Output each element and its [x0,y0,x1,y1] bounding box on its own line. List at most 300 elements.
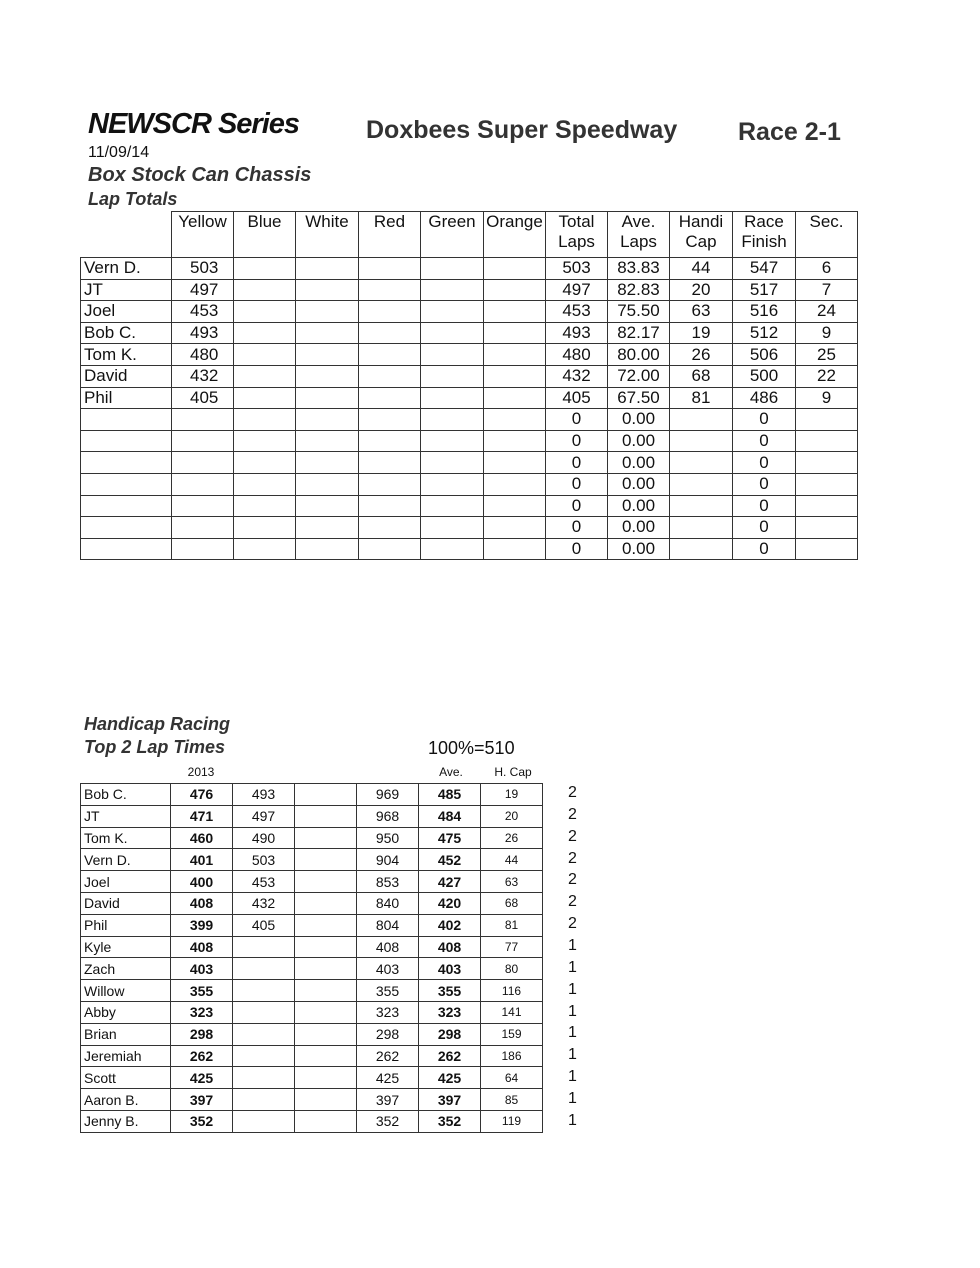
handicap-lap2-cell [233,1067,295,1089]
lap-total-cell [670,409,733,431]
handicap-lap2-cell: 503 [233,849,295,871]
lap-total-cell [172,452,234,474]
driver-name-cell: JT [81,279,172,301]
lap-total-cell: 0 [733,538,796,560]
handicap-ave-cell: 485 [419,784,481,806]
driver-name-cell: Tom K. [81,344,172,366]
lap-total-cell: 453 [546,301,608,323]
lap-total-cell [484,495,546,517]
lap-total-cell [421,344,484,366]
handicap-lap2-cell: 490 [233,827,295,849]
handicap-y2013-cell: 399 [171,914,233,936]
column-header: Ave. Laps [608,212,670,258]
lap-total-cell: 83.83 [608,258,670,280]
handicap-total-cell: 950 [357,827,419,849]
lap-total-cell [421,538,484,560]
lap-totals-row [81,430,858,452]
handicap-name-cell: Jeremiah [81,1045,171,1067]
handicap-row [81,936,543,958]
handicap-total-cell: 804 [357,914,419,936]
section-title-lap-totals: Lap Totals [88,189,178,209]
lap-total-cell [484,430,546,452]
lap-totals-row [81,387,858,409]
lap-totals-header-row [81,212,858,258]
lap-totals-row [81,258,858,280]
lap-total-cell [359,322,421,344]
lap-total-cell [172,409,234,431]
handicap-total-cell: 853 [357,871,419,893]
lap-total-cell: 26 [670,344,733,366]
lap-totals-row [81,495,858,517]
handicap-total-cell: 904 [357,849,419,871]
lap-total-cell [359,409,421,431]
handicap-name-cell: Scott [81,1067,171,1089]
column-header: Orange [484,212,546,258]
handicap-lap3-cell [295,871,357,893]
handicap-row [81,1001,543,1023]
lap-total-cell [234,517,296,539]
lap-total-cell [796,473,858,495]
year-column-header: 2013 [187,765,215,779]
handicap-row [81,805,543,827]
lap-totals-row [81,517,858,539]
handicap-lap2-cell [233,1045,295,1067]
lap-total-cell [296,473,359,495]
handicap-hcap-cell: 186 [481,1045,543,1067]
lap-total-cell [421,258,484,280]
lap-total-cell: 7 [796,279,858,301]
lap-total-cell [796,517,858,539]
handicap-lap2-cell [233,980,295,1002]
handicap-row [81,827,543,849]
handicap-ave-cell: 323 [419,1001,481,1023]
handicap-name-cell: Brian [81,1023,171,1045]
race-count: 2 [568,805,577,823]
handicap-y2013-cell: 471 [171,805,233,827]
handicap-y2013-cell: 403 [171,958,233,980]
race-count: 1 [568,1111,577,1129]
race-count: 2 [568,849,577,867]
handicap-ave-cell: 355 [419,980,481,1002]
lap-total-cell [484,409,546,431]
handicap-lap3-cell [295,892,357,914]
lap-totals-row [81,409,858,431]
lap-total-cell [421,301,484,323]
lap-total-cell: 0.00 [608,495,670,517]
lap-total-cell [234,430,296,452]
lap-total-cell: 0.00 [608,517,670,539]
column-header: Sec. [796,212,858,258]
lap-total-cell [670,538,733,560]
handicap-hcap-cell: 141 [481,1001,543,1023]
lap-total-cell [421,495,484,517]
handicap-hcap-cell: 81 [481,914,543,936]
handicap-hcap-cell: 77 [481,936,543,958]
lap-total-cell [670,430,733,452]
column-header: Race Finish [733,212,796,258]
handicap-name-cell: Jenny B. [81,1110,171,1132]
lap-total-cell [670,495,733,517]
handicap-lap2-cell [233,1089,295,1111]
handicap-hcap-cell: 68 [481,892,543,914]
lap-total-cell [172,473,234,495]
handicap-ave-cell: 397 [419,1089,481,1111]
percent-note: 100%=510 [428,738,515,758]
lap-total-cell [484,301,546,323]
handicap-hcap-cell: 85 [481,1089,543,1111]
lap-totals-table [80,211,858,560]
handicap-lap2-cell: 405 [233,914,295,936]
handicap-y2013-cell: 408 [171,892,233,914]
handicap-ave-cell: 420 [419,892,481,914]
handicap-name-cell: Kyle [81,936,171,958]
handicap-row [81,958,543,980]
lap-total-cell [234,538,296,560]
lap-totals-body [81,258,858,560]
handicap-row [81,1089,543,1111]
handicap-ave-cell: 425 [419,1067,481,1089]
handicap-hcap-cell: 63 [481,871,543,893]
handicap-ave-cell: 352 [419,1110,481,1132]
handicap-total-cell: 355 [357,980,419,1002]
handicap-row [81,784,543,806]
handicap-row [81,1045,543,1067]
handicap-name-cell: Joel [81,871,171,893]
lap-total-cell: 500 [733,365,796,387]
column-header [81,212,172,258]
handicap-lap2-cell: 493 [233,784,295,806]
lap-total-cell [296,538,359,560]
lap-total-cell [484,279,546,301]
lap-total-cell [421,365,484,387]
handicap-lap2-cell: 432 [233,892,295,914]
lap-total-cell: 0 [546,409,608,431]
handicap-y2013-cell: 460 [171,827,233,849]
race-count: 1 [568,1068,577,1086]
handicap-ave-cell: 427 [419,871,481,893]
handicap-name-cell: Abby [81,1001,171,1023]
lap-total-cell: 0 [546,495,608,517]
lap-total-cell [234,279,296,301]
race-count: 1 [568,980,577,998]
lap-total-cell: 0.00 [608,430,670,452]
lap-total-cell: 0 [546,473,608,495]
race-count: 2 [568,827,577,845]
handicap-y2013-cell: 298 [171,1023,233,1045]
handicap-total-cell: 968 [357,805,419,827]
lap-total-cell: 0.00 [608,473,670,495]
lap-total-cell [172,430,234,452]
lap-total-cell [359,365,421,387]
handicap-total-cell: 397 [357,1089,419,1111]
handicap-hcap-cell: 44 [481,849,543,871]
lap-total-cell [296,452,359,474]
lap-total-cell: 0 [733,517,796,539]
lap-total-cell [172,495,234,517]
column-header: Handi Cap [670,212,733,258]
handicap-lap3-cell [295,805,357,827]
lap-total-cell: 20 [670,279,733,301]
handicap-total-cell: 262 [357,1045,419,1067]
lap-total-cell [359,452,421,474]
race-number: Race 2-1 [738,118,841,146]
handicap-hcap-cell: 80 [481,958,543,980]
lap-totals-row [81,452,858,474]
driver-name-cell: David [81,365,172,387]
lap-total-cell [359,279,421,301]
handicap-y2013-cell: 408 [171,936,233,958]
race-count: 1 [568,1002,577,1020]
race-count: 2 [568,893,577,911]
lap-total-cell: 6 [796,258,858,280]
handicap-ave-cell: 262 [419,1045,481,1067]
handicap-total-cell: 840 [357,892,419,914]
handicap-name-cell: JT [81,805,171,827]
lap-totals-row [81,365,858,387]
lap-total-cell: 82.17 [608,322,670,344]
driver-name-cell [81,495,172,517]
handicap-hcap-cell: 19 [481,784,543,806]
lap-total-cell: 0 [733,452,796,474]
lap-total-cell [421,430,484,452]
lap-total-cell [421,387,484,409]
handicap-ave-cell: 452 [419,849,481,871]
handicap-title: Handicap Racing [84,714,231,734]
driver-name-cell [81,517,172,539]
lap-total-cell: 493 [172,322,234,344]
lap-total-cell [796,452,858,474]
lap-total-cell [234,344,296,366]
lap-total-cell [484,473,546,495]
lap-total-cell [796,430,858,452]
lap-total-cell [296,430,359,452]
handicap-y2013-cell: 352 [171,1110,233,1132]
handicap-y2013-cell: 355 [171,980,233,1002]
lap-total-cell: 25 [796,344,858,366]
lap-totals-row [81,279,858,301]
handicap-lap2-cell [233,936,295,958]
handicap-hcap-cell: 119 [481,1110,543,1132]
lap-total-cell [234,365,296,387]
series-title: NEWSCR Series [88,108,300,140]
handicap-total-cell: 403 [357,958,419,980]
lap-total-cell: 44 [670,258,733,280]
handicap-name-cell: Vern D. [81,849,171,871]
lap-total-cell [296,409,359,431]
race-count: 1 [568,1024,577,1042]
lap-total-cell: 72.00 [608,365,670,387]
lap-totals-row [81,344,858,366]
handicap-name-cell: Zach [81,958,171,980]
handicap-row [81,1110,543,1132]
lap-total-cell: 67.50 [608,387,670,409]
handicap-hcap-cell: 159 [481,1023,543,1045]
handicap-total-cell: 352 [357,1110,419,1132]
lap-totals-row [81,473,858,495]
lap-total-cell [296,279,359,301]
race-count: 2 [568,784,577,801]
handicap-ave-cell: 402 [419,914,481,936]
driver-name-cell [81,538,172,560]
handicap-row [81,914,543,936]
lap-total-cell [670,452,733,474]
race-count: 1 [568,958,577,976]
lap-total-cell [421,322,484,344]
lap-total-cell [172,517,234,539]
handicap-subtitle: Top 2 Lap Times [84,737,226,757]
lap-total-cell [421,409,484,431]
handicap-ave-cell: 408 [419,936,481,958]
lap-total-cell [234,495,296,517]
handicap-lap3-cell [295,914,357,936]
race-count: 2 [568,871,577,889]
lap-total-cell [234,322,296,344]
lap-total-cell: 0.00 [608,409,670,431]
column-header: Yellow [172,212,234,258]
class-name: Box Stock Can Chassis [88,164,312,186]
handicap-lap3-cell [295,1045,357,1067]
lap-total-cell [421,517,484,539]
lap-total-cell [234,301,296,323]
handicap-lap3-cell [295,980,357,1002]
lap-total-cell: 75.50 [608,301,670,323]
lap-total-cell [796,538,858,560]
lap-total-cell: 405 [546,387,608,409]
handicap-row [81,1067,543,1089]
driver-name-cell: Bob C. [81,322,172,344]
column-header: White [296,212,359,258]
lap-total-cell [234,387,296,409]
lap-total-cell: 9 [796,387,858,409]
lap-total-cell: 82.83 [608,279,670,301]
lap-totals-row [81,301,858,323]
lap-total-cell [296,322,359,344]
lap-total-cell: 497 [172,279,234,301]
lap-total-cell: 547 [733,258,796,280]
lap-total-cell [359,301,421,323]
lap-total-cell: 81 [670,387,733,409]
handicap-lap3-cell [295,1110,357,1132]
lap-total-cell [296,365,359,387]
handicap-lap3-cell [295,1089,357,1111]
lap-total-cell [234,258,296,280]
lap-total-cell [796,495,858,517]
handicap-lap2-cell: 453 [233,871,295,893]
track-name: Doxbees Super Speedway [366,116,678,144]
race-count: 1 [568,1089,577,1107]
lap-total-cell: 0 [733,430,796,452]
lap-total-cell: 0.00 [608,538,670,560]
lap-total-cell: 516 [733,301,796,323]
handicap-name-cell: David [81,892,171,914]
lap-total-cell: 480 [172,344,234,366]
lap-total-cell [296,387,359,409]
handicap-lap3-cell [295,958,357,980]
lap-total-cell: 486 [733,387,796,409]
handicap-name-cell: Willow [81,980,171,1002]
lap-total-cell: 497 [546,279,608,301]
hcap-column-header: H. Cap [494,765,532,779]
handicap-row [81,980,543,1002]
handicap-y2013-cell: 397 [171,1089,233,1111]
lap-total-cell: 9 [796,322,858,344]
handicap-lap3-cell [295,849,357,871]
column-header: Red [359,212,421,258]
ave-column-header: Ave. [439,765,463,779]
handicap-total-cell: 408 [357,936,419,958]
handicap-lap3-cell [295,1067,357,1089]
driver-name-cell [81,473,172,495]
lap-total-cell: 493 [546,322,608,344]
handicap-body [81,784,543,1133]
handicap-hcap-cell: 26 [481,827,543,849]
driver-name-cell: Phil [81,387,172,409]
lap-total-cell: 0 [733,495,796,517]
handicap-name-cell: Phil [81,914,171,936]
lap-total-cell [359,495,421,517]
race-count: 2 [568,915,577,933]
lap-total-cell [484,387,546,409]
lap-total-cell: 0.00 [608,452,670,474]
handicap-lap3-cell [295,784,357,806]
race-count: 1 [568,936,577,954]
handicap-total-cell: 969 [357,784,419,806]
handicap-total-cell: 425 [357,1067,419,1089]
lap-total-cell [172,538,234,560]
lap-total-cell [359,387,421,409]
handicap-lap3-cell [295,827,357,849]
lap-total-cell [484,452,546,474]
lap-total-cell [296,517,359,539]
handicap-row [81,849,543,871]
lap-total-cell [296,258,359,280]
handicap-lap2-cell: 497 [233,805,295,827]
lap-total-cell: 22 [796,365,858,387]
handicap-name-cell: Aaron B. [81,1089,171,1111]
lap-total-cell: 480 [546,344,608,366]
handicap-total-cell: 323 [357,1001,419,1023]
lap-total-cell [359,258,421,280]
driver-name-cell [81,452,172,474]
column-header: Blue [234,212,296,258]
handicap-name-cell: Bob C. [81,784,171,806]
lap-total-cell [484,344,546,366]
handicap-ave-cell: 475 [419,827,481,849]
lap-total-cell: 405 [172,387,234,409]
handicap-table [80,783,543,1133]
lap-total-cell: 0 [546,430,608,452]
lap-total-cell [359,538,421,560]
lap-total-cell [296,495,359,517]
handicap-hcap-cell: 116 [481,980,543,1002]
handicap-lap2-cell [233,958,295,980]
lap-total-cell [359,344,421,366]
lap-total-cell [484,365,546,387]
lap-total-cell: 68 [670,365,733,387]
lap-total-cell [296,301,359,323]
handicap-row [81,871,543,893]
lap-total-cell [484,538,546,560]
lap-total-cell: 432 [172,365,234,387]
lap-total-cell: 432 [546,365,608,387]
lap-total-cell: 503 [172,258,234,280]
handicap-lap2-cell [233,1110,295,1132]
handicap-hcap-cell: 20 [481,805,543,827]
lap-total-cell [359,517,421,539]
handicap-ave-cell: 298 [419,1023,481,1045]
handicap-lap3-cell [295,1023,357,1045]
race-count: 1 [568,1046,577,1064]
